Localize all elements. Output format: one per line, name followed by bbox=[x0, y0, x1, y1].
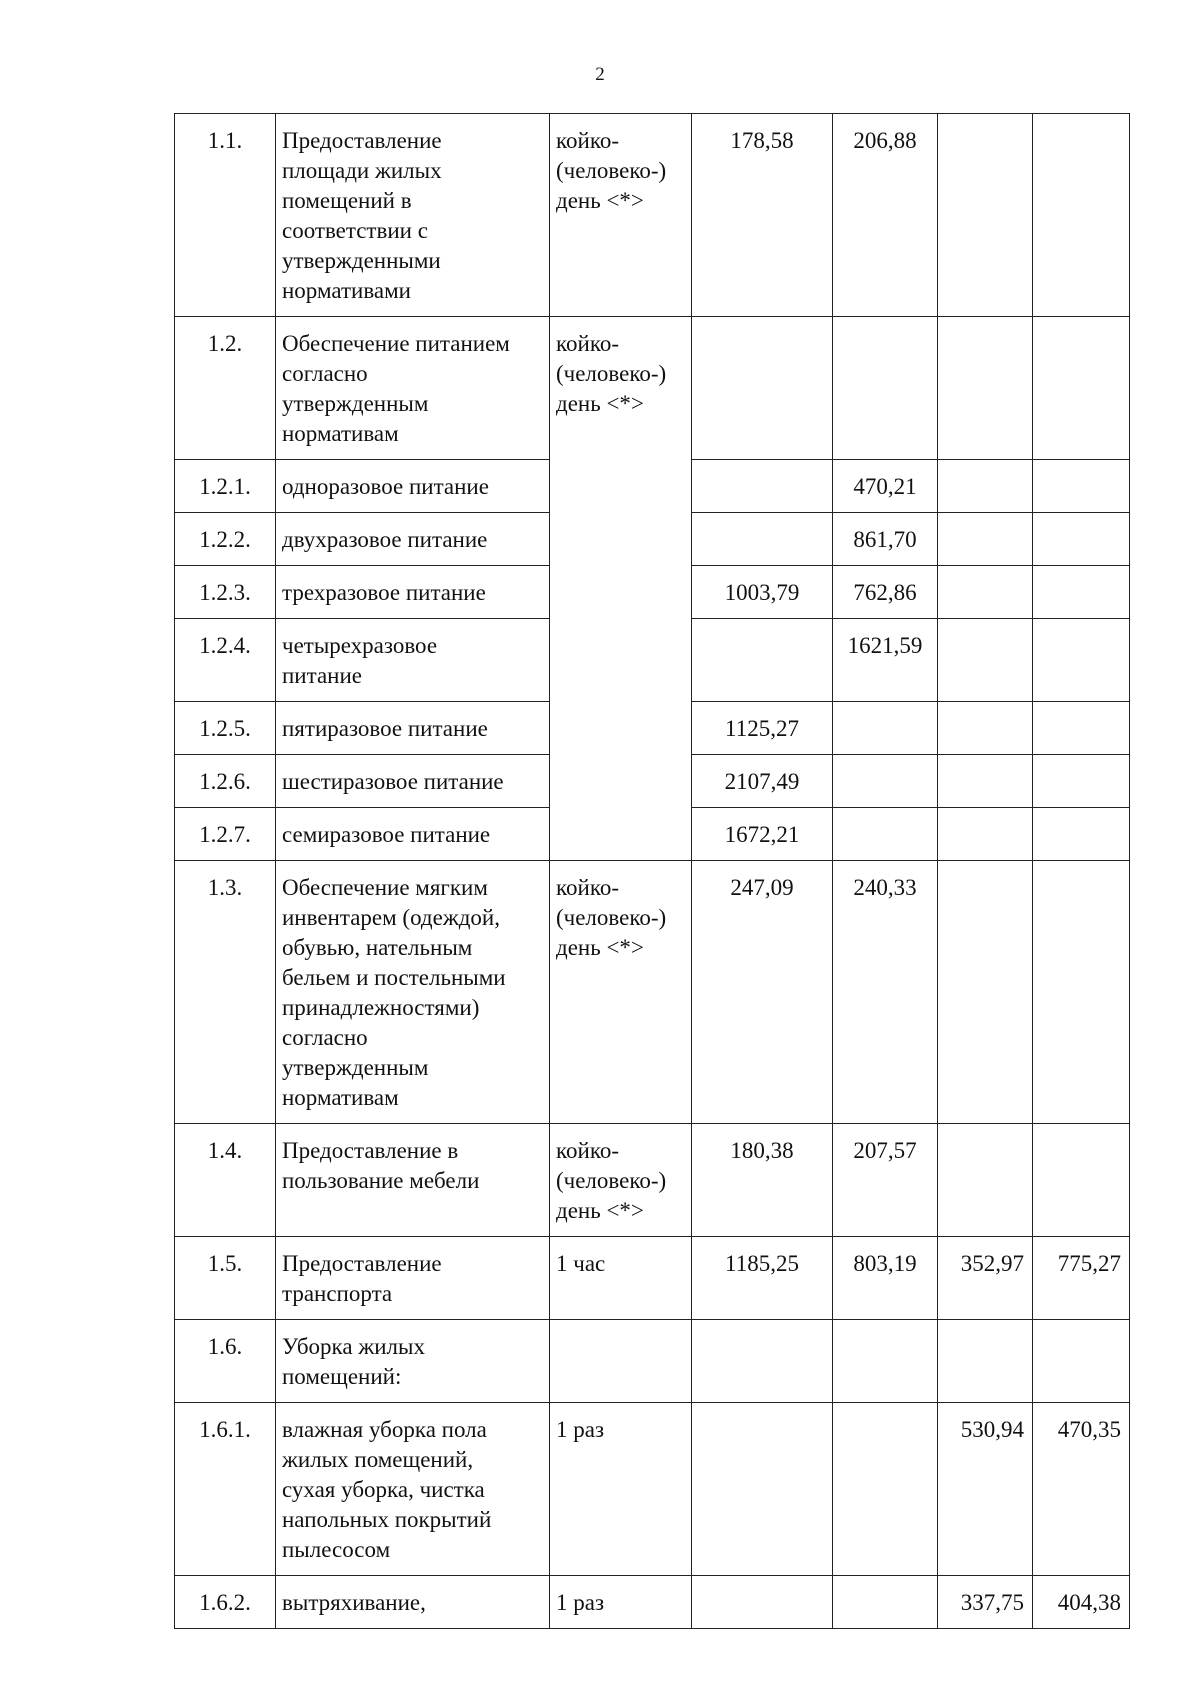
value-col-4 bbox=[1033, 1124, 1130, 1237]
value-col-2: 206,88 bbox=[833, 114, 938, 317]
service-name: четырехразовое питание bbox=[276, 619, 550, 702]
value-col-3 bbox=[938, 317, 1033, 460]
value-col-1: 1125,27 bbox=[692, 702, 833, 755]
unit-of-measure bbox=[550, 1320, 692, 1403]
table-row bbox=[175, 1320, 1130, 1403]
value-col-3 bbox=[938, 566, 1033, 619]
value-col-3 bbox=[938, 808, 1033, 861]
value-col-1 bbox=[692, 619, 833, 702]
value-col-1: 1185,25 bbox=[692, 1237, 833, 1320]
service-name: шестиразовое питание bbox=[276, 755, 550, 808]
table-row bbox=[175, 1237, 1130, 1320]
row-number: 1.6. bbox=[175, 1320, 276, 1403]
value-col-2: 470,21 bbox=[833, 460, 938, 513]
row-number: 1.2.5. bbox=[175, 702, 276, 755]
service-name: Обеспечение питанием согласно утвержденным нормативам bbox=[276, 317, 550, 460]
row-number: 1.2. bbox=[175, 317, 276, 460]
value-col-4 bbox=[1033, 114, 1130, 317]
table-row bbox=[175, 317, 1130, 460]
row-number: 1.2.4. bbox=[175, 619, 276, 702]
value-col-2 bbox=[833, 317, 938, 460]
value-col-2: 803,19 bbox=[833, 1237, 938, 1320]
value-col-3: 337,75 bbox=[938, 1576, 1033, 1629]
row-number: 1.2.3. bbox=[175, 566, 276, 619]
value-col-1: 1672,21 bbox=[692, 808, 833, 861]
value-col-1 bbox=[692, 513, 833, 566]
value-col-4: 470,35 bbox=[1033, 1403, 1130, 1576]
value-col-4 bbox=[1033, 566, 1130, 619]
unit-of-measure: 1 час bbox=[550, 1237, 692, 1320]
service-name: Предоставление площади жилых помещений в соответствии с утвержденными нормативами bbox=[276, 114, 550, 317]
value-col-4 bbox=[1033, 702, 1130, 755]
value-col-4 bbox=[1033, 460, 1130, 513]
service-name: пятиразовое питание bbox=[276, 702, 550, 755]
value-col-4 bbox=[1033, 861, 1130, 1124]
value-col-2: 240,33 bbox=[833, 861, 938, 1124]
unit-of-measure: койко- (человеко-) день <*> bbox=[550, 861, 692, 1124]
service-name: Обеспечение мягким инвентарем (одеждой, обувью, нательным бельем и постельными принадлежностями) согласно утвержденным нормативам bbox=[276, 861, 550, 1124]
row-number: 1.6.1. bbox=[175, 1403, 276, 1576]
unit-of-measure: 1 раз bbox=[550, 1576, 692, 1629]
row-number: 1.1. bbox=[175, 114, 276, 317]
unit-of-measure: койко- (человеко-) день <*> bbox=[550, 114, 692, 317]
value-col-1 bbox=[692, 1576, 833, 1629]
table-row bbox=[175, 114, 1130, 317]
value-col-4 bbox=[1033, 808, 1130, 861]
value-col-2 bbox=[833, 702, 938, 755]
row-number: 1.2.6. bbox=[175, 755, 276, 808]
value-col-3 bbox=[938, 619, 1033, 702]
service-name: Предоставление в пользование мебели bbox=[276, 1124, 550, 1237]
value-col-3 bbox=[938, 861, 1033, 1124]
value-col-4 bbox=[1033, 513, 1130, 566]
service-name: семиразовое питание bbox=[276, 808, 550, 861]
value-col-3: 530,94 bbox=[938, 1403, 1033, 1576]
row-number: 1.2.1. bbox=[175, 460, 276, 513]
row-number: 1.2.2. bbox=[175, 513, 276, 566]
value-col-1 bbox=[692, 1320, 833, 1403]
value-col-2 bbox=[833, 1403, 938, 1576]
table-row bbox=[175, 861, 1130, 1124]
value-col-4 bbox=[1033, 1320, 1130, 1403]
value-col-2 bbox=[833, 755, 938, 808]
service-name: Предоставление транспорта bbox=[276, 1237, 550, 1320]
value-col-2: 861,70 bbox=[833, 513, 938, 566]
value-col-1: 1003,79 bbox=[692, 566, 833, 619]
value-col-2 bbox=[833, 808, 938, 861]
value-col-3: 352,97 bbox=[938, 1237, 1033, 1320]
service-name: вытряхивание, bbox=[276, 1576, 550, 1629]
value-col-4: 404,38 bbox=[1033, 1576, 1130, 1629]
table-row bbox=[175, 1576, 1130, 1629]
row-number: 1.5. bbox=[175, 1237, 276, 1320]
value-col-3 bbox=[938, 1320, 1033, 1403]
value-col-3 bbox=[938, 460, 1033, 513]
value-col-3 bbox=[938, 702, 1033, 755]
value-col-1: 180,38 bbox=[692, 1124, 833, 1237]
value-col-4: 775,27 bbox=[1033, 1237, 1130, 1320]
service-name: одноразовое питание bbox=[276, 460, 550, 513]
value-col-1: 247,09 bbox=[692, 861, 833, 1124]
service-name: двухразовое питание bbox=[276, 513, 550, 566]
service-name: влажная уборка пола жилых помещений, сухая уборка, чистка напольных покрытий пылесосом bbox=[276, 1403, 550, 1576]
value-col-3 bbox=[938, 114, 1033, 317]
tariff-table bbox=[174, 113, 1130, 1629]
table-row bbox=[175, 1124, 1130, 1237]
unit-of-measure: койко- (человеко-) день <*> bbox=[550, 1124, 692, 1237]
value-col-2: 762,86 bbox=[833, 566, 938, 619]
value-col-4 bbox=[1033, 755, 1130, 808]
value-col-3 bbox=[938, 513, 1033, 566]
table-row bbox=[175, 1403, 1130, 1576]
value-col-3 bbox=[938, 1124, 1033, 1237]
value-col-1 bbox=[692, 460, 833, 513]
service-name: трехразовое питание bbox=[276, 566, 550, 619]
value-col-1 bbox=[692, 1403, 833, 1576]
row-number: 1.2.7. bbox=[175, 808, 276, 861]
unit-of-measure: 1 раз bbox=[550, 1403, 692, 1576]
row-number: 1.6.2. bbox=[175, 1576, 276, 1629]
value-col-2 bbox=[833, 1320, 938, 1403]
unit-of-measure: койко- (человеко-) день <*> bbox=[550, 317, 692, 861]
value-col-3 bbox=[938, 755, 1033, 808]
value-col-2: 1621,59 bbox=[833, 619, 938, 702]
value-col-1 bbox=[692, 317, 833, 460]
value-col-4 bbox=[1033, 619, 1130, 702]
value-col-4 bbox=[1033, 317, 1130, 460]
value-col-1: 178,58 bbox=[692, 114, 833, 317]
value-col-2: 207,57 bbox=[833, 1124, 938, 1237]
value-col-2 bbox=[833, 1576, 938, 1629]
value-col-1: 2107,49 bbox=[692, 755, 833, 808]
row-number: 1.3. bbox=[175, 861, 276, 1124]
page-number: 2 bbox=[595, 64, 605, 85]
row-number: 1.4. bbox=[175, 1124, 276, 1237]
service-name: Уборка жилых помещений: bbox=[276, 1320, 550, 1403]
